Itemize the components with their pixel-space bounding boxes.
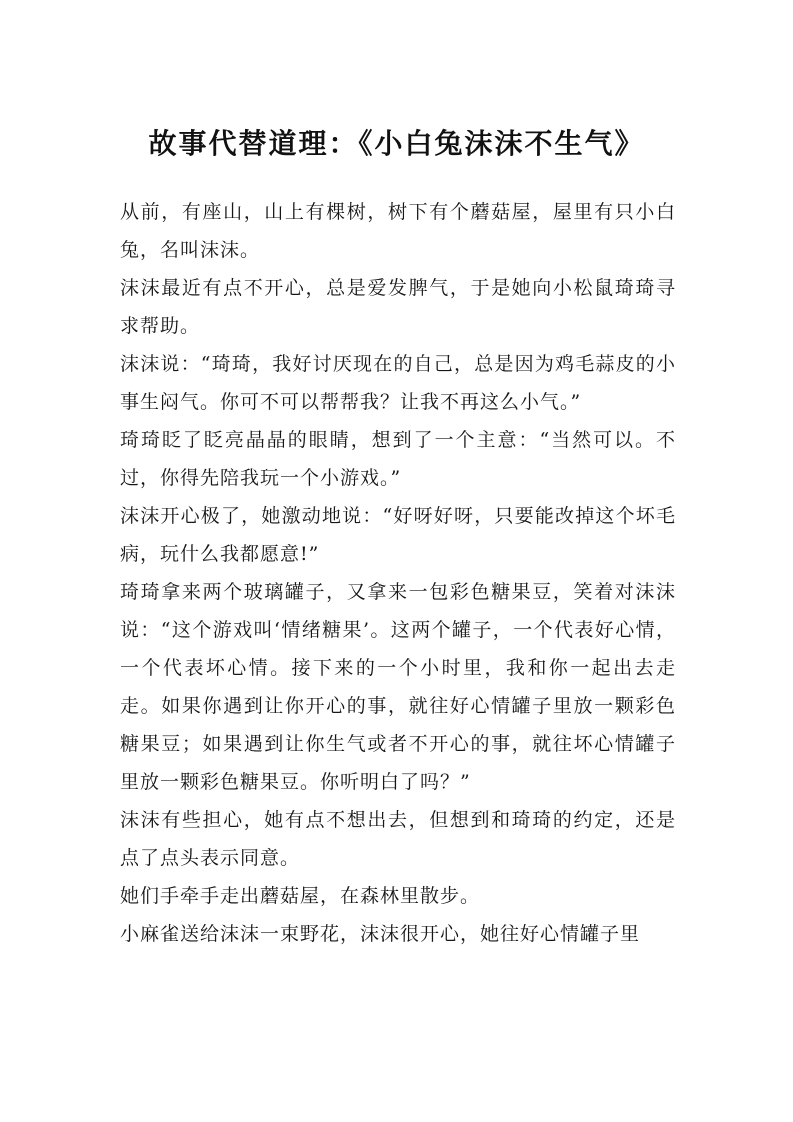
- document-title: 故事代替道理：《小白兔沫沫不生气》: [148, 127, 645, 160]
- paragraph: 沫沫有些担心，她有点不想出去，但想到和琦琦的约定，还是点了点头表示同意。: [120, 809, 676, 869]
- paragraph: 沫沫最近有点不开心，总是爱发脾气，于是她向小松鼠琦琦寻求帮助。: [120, 277, 676, 337]
- paragraph: 她们手牵手走出蘑菇屋，在森林里散步。: [120, 885, 481, 907]
- paragraph: 小麻雀送给沫沫一束野花，沫沫很开心，她往好心情罐子里: [120, 923, 641, 945]
- paragraph: 琦琦眨了眨亮晶晶的眼睛，想到了一个主意：“当然可以。不过，你得先陪我玩一个小游戏。”: [120, 429, 676, 489]
- paragraph: 沫沫开心极了，她激动地说：“好呀好呀，只要能改掉这个坏毛病，玩什么我都愿意!”: [120, 505, 676, 565]
- document-body: [120, 193, 676, 953]
- paragraph: 从前，有座山，山上有棵树，树下有个蘑菇屋，屋里有只小白兔，名叫沫沫。: [120, 201, 676, 261]
- paragraph: 沫沫说：“琦琦，我好讨厌现在的自己，总是因为鸡毛蒜皮的小事生闷气。你可不可以帮帮我？让我不再这么小气。”: [120, 353, 676, 413]
- paragraph: 琦琦拿来两个玻璃罐子，又拿来一包彩色糖果豆，笑着对沫沫说：“这个游戏叫‘情绪糖果’。这两个罐子，一个代表好心情，一个代表坏心情。接下来的一个小时里，我和你一起出去走走。如果你遇到让你开心的事，就往好心情罐子里放一颗彩色糖果豆；如果遇到让你生气或者不开心的事，就往坏心情罐子里放一颗彩色糖果豆。你听明白了吗？”: [120, 581, 676, 793]
